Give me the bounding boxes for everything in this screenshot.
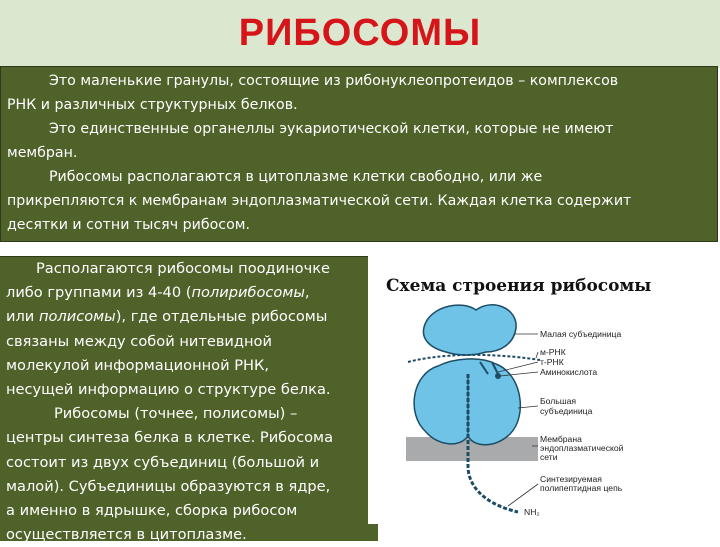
diagram-title: Схема строения рибосомы	[386, 276, 652, 296]
label-polypeptide: полипептидная цепь	[540, 483, 623, 493]
page-title: РИБОСОМЫ	[238, 12, 482, 54]
body-line: центры синтеза белка в клетке. Рибосома	[6, 429, 334, 447]
label-membrane: Мембрана	[540, 434, 582, 444]
body-line: молекулой информационной РНК,	[6, 356, 269, 374]
ribosome-diagram	[368, 256, 720, 524]
label-large-subunit: субъединица	[540, 406, 593, 416]
small-subunit	[423, 305, 516, 355]
body-line: а именно в ядрышке, сборка рибосом	[6, 502, 298, 520]
body-line: Рибосомы (точнее, полисомы) –	[54, 405, 298, 423]
intro-line: РНК и различных структурных белков.	[7, 97, 298, 113]
body-line: или полисомы), где отдельные рибосомы	[6, 308, 328, 326]
body-line: связаны между собой нитевидной	[6, 332, 272, 350]
label-trna: т-РНК	[540, 357, 564, 367]
intro-panel	[0, 66, 718, 242]
ribosome-scheme-svg	[368, 256, 720, 524]
intro-line: прикрепляются к мембранам эндоплазматической сети. Каждая клетка содержит	[7, 193, 632, 209]
intro-line: мембран.	[7, 145, 78, 161]
body-line: несущей информацию о структуре белка.	[6, 381, 331, 399]
body-line: состоит из двух субъединиц (большой и	[6, 453, 320, 471]
intro-line: Рибосомы располагаются в цитоплазме клетки свободно, или же	[49, 169, 543, 185]
intro-line: Это единственные органеллы эукариотической клетки, которые не имеют	[49, 121, 614, 137]
label-nh2: NH₂	[524, 507, 540, 517]
label-amino-acid: Аминокислота	[540, 367, 598, 377]
body-line: малой). Субъединицы образуются в ядре,	[6, 477, 331, 495]
description-panel	[0, 256, 378, 544]
label-small-subunit: Малая субъединица	[540, 329, 622, 339]
body-line: Располагаются рибосомы поодиночке	[36, 260, 331, 277]
label-mrna: м-РНК	[540, 347, 566, 357]
label-large-subunit: Большая	[540, 396, 577, 406]
body-line: либо группами из 4-40 (полирибосомы,	[6, 284, 310, 302]
label-membrane: эндоплазматической	[540, 443, 624, 453]
label-membrane: сети	[540, 452, 558, 462]
label-polypeptide: Синтезируемая	[540, 474, 602, 484]
intro-line: десятки и сотни тысяч рибосом.	[7, 217, 250, 233]
intro-line: Это маленькие гранулы, состоящие из рибонуклеопротеидов – комплексов	[49, 73, 619, 89]
body-line: осуществляется в цитоплазме.	[6, 526, 247, 544]
